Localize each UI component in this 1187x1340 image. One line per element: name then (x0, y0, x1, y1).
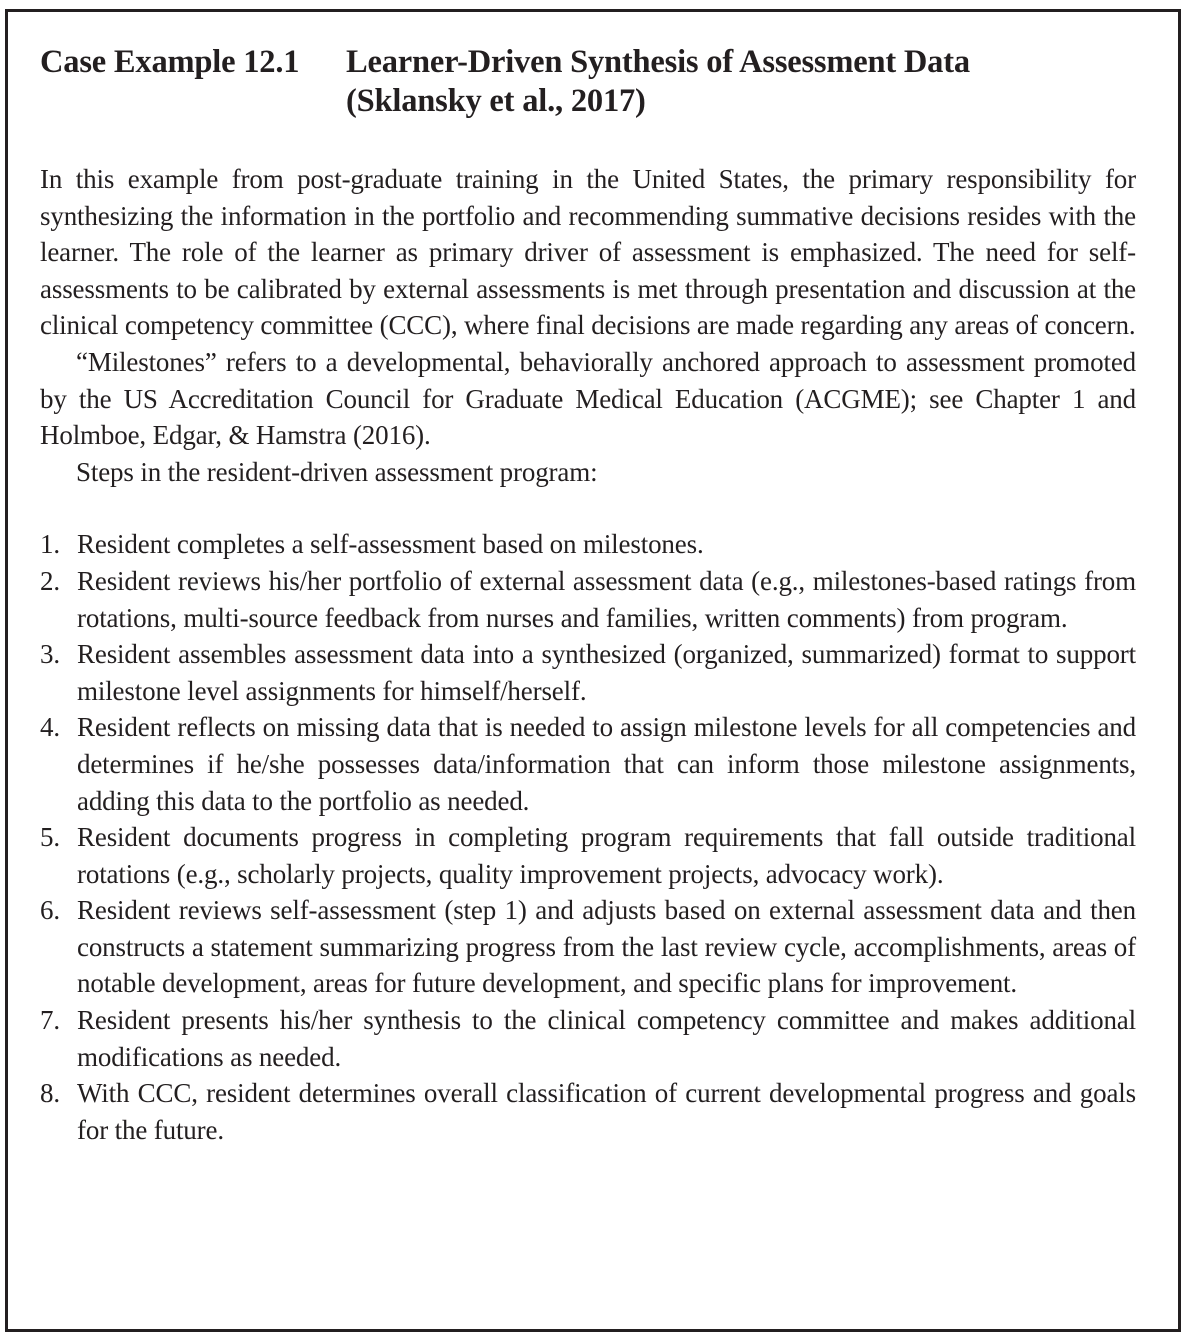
case-example-title (346, 43, 1136, 121)
list-item (40, 1002, 1136, 1075)
step-text: Resident presents his/her synthesis to the clinical competency committee and makes additional modifications as needed. (77, 1005, 1136, 1072)
step-number: 5. (40, 822, 60, 853)
step-text: Resident completes a self-assessment based on milestones. (77, 529, 704, 560)
step-text: Resident assembles assessment data into a synthesized (organized, summarized) format to support milestone level assignments for himself/herself. (77, 639, 1136, 706)
step-number: 7. (40, 1005, 60, 1036)
step-text: Resident documents progress in completing program requirements that fall outside traditional rotations (e.g., scholarly projects, quality improvement projects, advocacy work). (77, 822, 1136, 889)
list-item (40, 526, 1136, 563)
list-item (40, 563, 1136, 636)
list-item (40, 819, 1136, 892)
list-item (40, 1075, 1136, 1148)
step-text: Resident reviews his/her portfolio of external assessment data (e.g., milestones-based ratings from rotations, multi-source feedback from nurses and families, written comments) from program. (77, 565, 1136, 633)
step-text: Resident reflects on missing data that is needed to assign milestone levels for all competencies and determines if he/she possesses data/information that can inform those milestone assignments, adding this data to the portfolio as needed. (77, 712, 1136, 816)
case-example-heading (40, 43, 1136, 121)
list-item (40, 709, 1136, 819)
milestones-paragraph: “Milestones” refers to a developmental, behaviorally anchored approach to assessment promoted by the US Accreditation Council for Graduate Medical Education (ACGME); see Chapter 1 and Holmboe, Edgar, & Hamstra (2016). (40, 346, 1136, 451)
step-number: 1. (40, 529, 60, 560)
step-number: 3. (40, 639, 60, 670)
step-text: With CCC, resident determines overall classification of current developmental progress and goals for the future. (77, 1078, 1136, 1145)
step-number: 8. (40, 1078, 60, 1109)
case-example-content (40, 34, 1136, 1148)
list-item (40, 636, 1136, 709)
step-text: Resident reviews self-assessment (step 1) and adjusts based on external assessment data and then constructs a statement summarizing progress from the last review cycle, accomplishments, areas of notable development, areas for future development, and specific plans for improvement. (77, 895, 1136, 999)
step-number: 2. (40, 565, 60, 596)
list-item (40, 892, 1136, 1002)
step-number: 4. (40, 712, 60, 743)
step-number: 6. (40, 895, 60, 926)
case-example-label: Case Example 12.1 (40, 44, 300, 80)
steps-list (40, 526, 1136, 1148)
intro-paragraph: In this example from post-graduate training in the United States, the primary responsibility for synthesizing the information in the portfolio and recommending summative decisions resides with the learner. The role of the learner as primary driver of assessment is emphasized. The need for self-assessments to be calibrated by external assessments is met through presentation and discussion at the clinical competency committee (CCC), where final decisions are made regarding any areas of concern. (40, 164, 1136, 341)
case-example-title-line-2: (Sklansky et al., 2017) (346, 83, 646, 119)
steps-intro-paragraph: Steps in the resident-driven assessment program: (76, 456, 598, 487)
case-example-title-line-1: Learner-Driven Synthesis of Assessment Data (346, 44, 970, 80)
